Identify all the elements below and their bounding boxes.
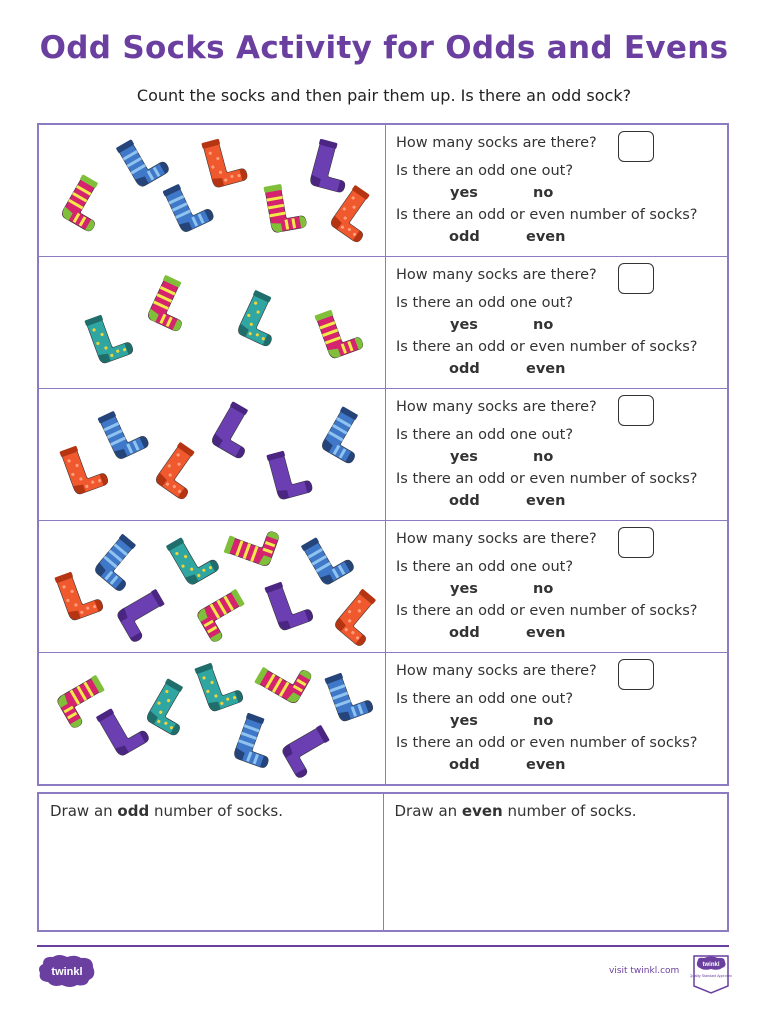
sock-purple-icon bbox=[266, 446, 313, 501]
how-many-question: How many socks are there? bbox=[396, 663, 597, 679]
sock-pink-icon bbox=[224, 521, 280, 568]
odd-option[interactable]: odd bbox=[449, 757, 480, 773]
no-option[interactable]: no bbox=[533, 713, 554, 729]
draw-odd-instruction: Draw an odd number of socks. bbox=[50, 802, 284, 820]
odd-even-question: Is there an odd or even number of socks? bbox=[396, 471, 698, 487]
sock-teal-icon bbox=[194, 656, 244, 712]
even-option[interactable]: even bbox=[526, 493, 566, 509]
answer-box[interactable] bbox=[618, 395, 654, 426]
answer-box[interactable] bbox=[618, 659, 654, 690]
how-many-question: How many socks are there? bbox=[396, 531, 597, 547]
sock-pink-icon bbox=[314, 303, 364, 359]
yes-option[interactable]: yes bbox=[450, 713, 478, 729]
odd-option[interactable]: odd bbox=[449, 493, 480, 509]
sock-blue-icon bbox=[324, 666, 374, 722]
sock-purple-icon bbox=[96, 699, 151, 758]
svg-text:Quality Standard Approved: Quality Standard Approved bbox=[690, 974, 732, 978]
even-option[interactable]: even bbox=[526, 229, 566, 245]
sock-purple-icon bbox=[115, 589, 174, 644]
how-many-question: How many socks are there? bbox=[396, 399, 597, 415]
odd-one-out-question: Is there an odd one out? bbox=[396, 163, 574, 179]
activity-row bbox=[39, 389, 727, 521]
odd-one-out-question: Is there an odd one out? bbox=[396, 427, 574, 443]
answer-box[interactable] bbox=[618, 527, 654, 558]
socks-picture bbox=[39, 653, 386, 784]
twinkl-logo[interactable] bbox=[37, 954, 97, 988]
how-many-question: How many socks are there? bbox=[396, 135, 597, 151]
sock-orange-icon bbox=[328, 185, 384, 244]
answer-box[interactable] bbox=[618, 131, 654, 162]
no-option[interactable]: no bbox=[533, 317, 554, 333]
draw-even-instruction: Draw an even number of socks. bbox=[394, 802, 637, 820]
socks-illustration bbox=[39, 125, 385, 256]
sock-purple-icon bbox=[280, 725, 339, 780]
visit-link[interactable]: visit twinkl.com bbox=[609, 966, 680, 976]
sock-teal-icon bbox=[235, 290, 287, 348]
activity-row bbox=[39, 521, 727, 653]
sock-pink-icon bbox=[145, 275, 197, 333]
odd-option[interactable]: odd bbox=[449, 229, 480, 245]
odd-even-question: Is there an odd or even number of socks? bbox=[396, 603, 698, 619]
sock-orange-icon bbox=[59, 439, 109, 495]
sock-orange-icon bbox=[153, 442, 209, 501]
drawing-section bbox=[37, 792, 729, 932]
sock-purple-icon bbox=[209, 401, 264, 460]
quality-badge bbox=[690, 954, 732, 994]
socks-illustration bbox=[39, 389, 385, 520]
sock-pink-icon bbox=[254, 653, 313, 706]
odd-even-question: Is there an odd or even number of socks? bbox=[396, 735, 698, 751]
questions-panel bbox=[386, 521, 727, 652]
svg-text:twinkl: twinkl bbox=[702, 962, 720, 968]
svg-text:twinkl: twinkl bbox=[51, 966, 83, 978]
odd-one-out-question: Is there an odd one out? bbox=[396, 691, 574, 707]
socks-picture bbox=[39, 521, 386, 652]
activity-grid bbox=[37, 123, 729, 786]
footer-divider bbox=[37, 945, 729, 947]
yes-option[interactable]: yes bbox=[450, 317, 478, 333]
sock-orange-icon bbox=[332, 589, 385, 648]
activity-row bbox=[39, 257, 727, 389]
yes-option[interactable]: yes bbox=[450, 449, 478, 465]
sock-purple-icon bbox=[308, 139, 355, 194]
sock-orange-icon bbox=[201, 134, 248, 189]
no-option[interactable]: no bbox=[533, 449, 554, 465]
draw-odd-area[interactable] bbox=[39, 794, 384, 930]
socks-illustration bbox=[39, 257, 385, 388]
socks-picture bbox=[39, 125, 386, 256]
sock-blue-icon bbox=[162, 176, 214, 234]
no-option[interactable]: no bbox=[533, 185, 554, 201]
yes-option[interactable]: yes bbox=[450, 185, 478, 201]
sock-blue-icon bbox=[319, 406, 374, 465]
sock-pink-icon bbox=[195, 589, 254, 644]
odd-option[interactable]: odd bbox=[449, 361, 480, 377]
page-title: Odd Socks Activity for Odds and Evens bbox=[39, 30, 729, 66]
odd-even-question: Is there an odd or even number of socks? bbox=[396, 207, 698, 223]
questions-panel bbox=[386, 257, 727, 388]
answer-box[interactable] bbox=[618, 263, 654, 294]
sock-teal-icon bbox=[144, 678, 199, 737]
questions-panel bbox=[386, 653, 727, 784]
odd-option[interactable]: odd bbox=[449, 625, 480, 641]
activity-row bbox=[39, 653, 727, 784]
sock-purple-icon bbox=[264, 575, 314, 631]
sock-blue-icon bbox=[232, 713, 282, 769]
odd-one-out-question: Is there an odd one out? bbox=[396, 559, 574, 575]
sock-teal-icon bbox=[166, 528, 221, 587]
activity-row bbox=[39, 125, 727, 257]
page-subtitle: Count the socks and then pair them up. Is there an odd sock? bbox=[136, 86, 632, 105]
sock-pink-icon bbox=[59, 174, 114, 233]
odd-one-out-question: Is there an odd one out? bbox=[396, 295, 574, 311]
sock-blue-icon bbox=[92, 534, 150, 593]
odd-even-question: Is there an odd or even number of socks? bbox=[396, 339, 698, 355]
yes-option[interactable]: yes bbox=[450, 581, 478, 597]
even-option[interactable]: even bbox=[526, 757, 566, 773]
sock-teal-icon bbox=[84, 308, 134, 364]
no-option[interactable]: no bbox=[533, 581, 554, 597]
questions-panel bbox=[386, 389, 727, 520]
even-option[interactable]: even bbox=[526, 625, 566, 641]
sock-blue-icon bbox=[301, 528, 356, 587]
socks-illustration bbox=[39, 653, 385, 784]
sock-orange-icon bbox=[54, 565, 104, 621]
sock-pink-icon bbox=[263, 181, 307, 234]
sock-blue-icon bbox=[116, 130, 171, 189]
questions-panel bbox=[386, 125, 727, 256]
even-option[interactable]: even bbox=[526, 361, 566, 377]
socks-illustration bbox=[39, 521, 385, 652]
socks-picture bbox=[39, 257, 386, 388]
draw-even-area[interactable] bbox=[384, 794, 728, 930]
how-many-question: How many socks are there? bbox=[396, 267, 597, 283]
socks-picture bbox=[39, 389, 386, 520]
sock-blue-icon bbox=[97, 403, 149, 461]
